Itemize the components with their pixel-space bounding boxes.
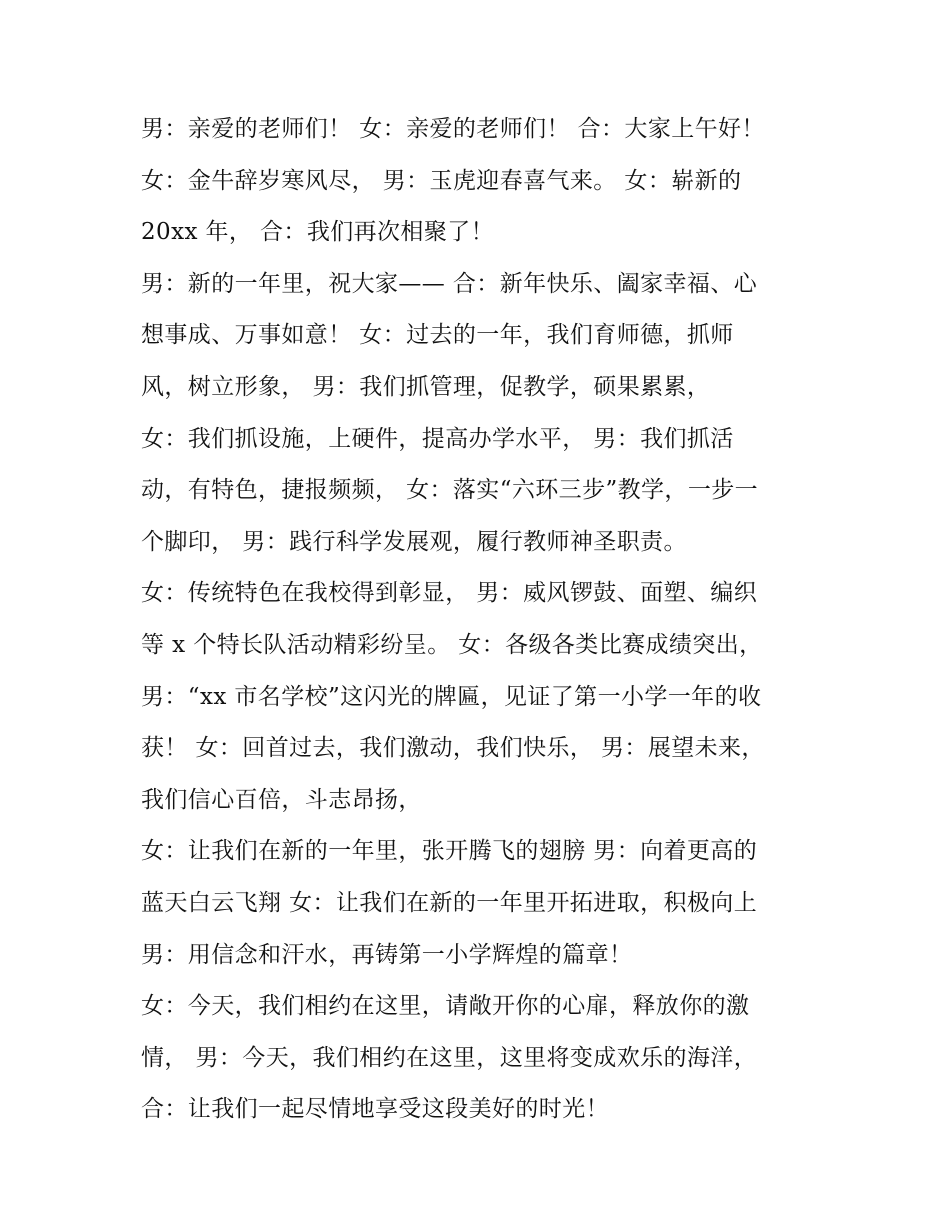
text-line: 风，树立形象， 男：我们抓管理，促教学，硕果累累， — [141, 373, 711, 400]
text-line: 想事成、万事如意！ 女：过去的一年，我们育师德，抓师 — [141, 322, 734, 349]
text-line: 男：用信念和汗水，再铸第一小学辉煌的篇章！ — [141, 941, 633, 968]
text-line: 等 x 个特长队活动精彩纷呈。 女：各级各类比赛成绩突出， — [141, 631, 763, 658]
text-line: 20xx 年， 合：我们再次相聚了！ — [141, 219, 495, 246]
text-line: 获！ 女：回首过去，我们激动，我们快乐， 男：展望未来， — [141, 735, 765, 762]
text-line: 女：让我们在新的一年里，张开腾飞的翅膀 男：向着更高的 — [141, 838, 758, 865]
text-line: 女：金牛辞岁寒风尽， 男：玉虎迎春喜气来。 女：崭新的 — [141, 167, 742, 194]
text-line: 蓝天白云飞翔 女：让我们在新的一年里开拓进取，积极向上 — [141, 889, 758, 916]
text-line: 我们信心百倍，斗志昂扬， — [141, 786, 422, 813]
text-line: 合：让我们一起尽情地享受这段美好的时光！ — [141, 1096, 609, 1123]
text-line: 女：今天，我们相约在这里，请敞开你的心扉，释放你的激 — [141, 993, 750, 1020]
text-line: 男：亲爱的老师们！ 女：亲爱的老师们！ 合：大家上午好！ — [141, 116, 765, 142]
text-line: 女：我们抓设施，上硬件，提高办学水平， 男：我们抓活 — [141, 425, 734, 452]
text-line: 动，有特色，捷报频频， 女：落实“六环三步”教学，一步一 — [141, 477, 759, 504]
text-line: 男：“xx 市名学校”这闪光的牌匾，见证了第一小学一年的收 — [141, 683, 762, 710]
text-line: 情， 男：今天，我们相约在这里，这里将变成欢乐的海洋， — [141, 1044, 758, 1071]
text-line: 个脚印， 男：践行科学发展观，履行教师神圣职责。 — [141, 528, 687, 555]
text-line: 女：传统特色在我校得到彰显， 男：威风锣鼓、面塑、编织 — [141, 580, 758, 607]
text-line: 男：新的一年里，祝大家—— 合：新年快乐、阖家幸福、心 — [141, 270, 758, 297]
document-body — [141, 104, 801, 1136]
